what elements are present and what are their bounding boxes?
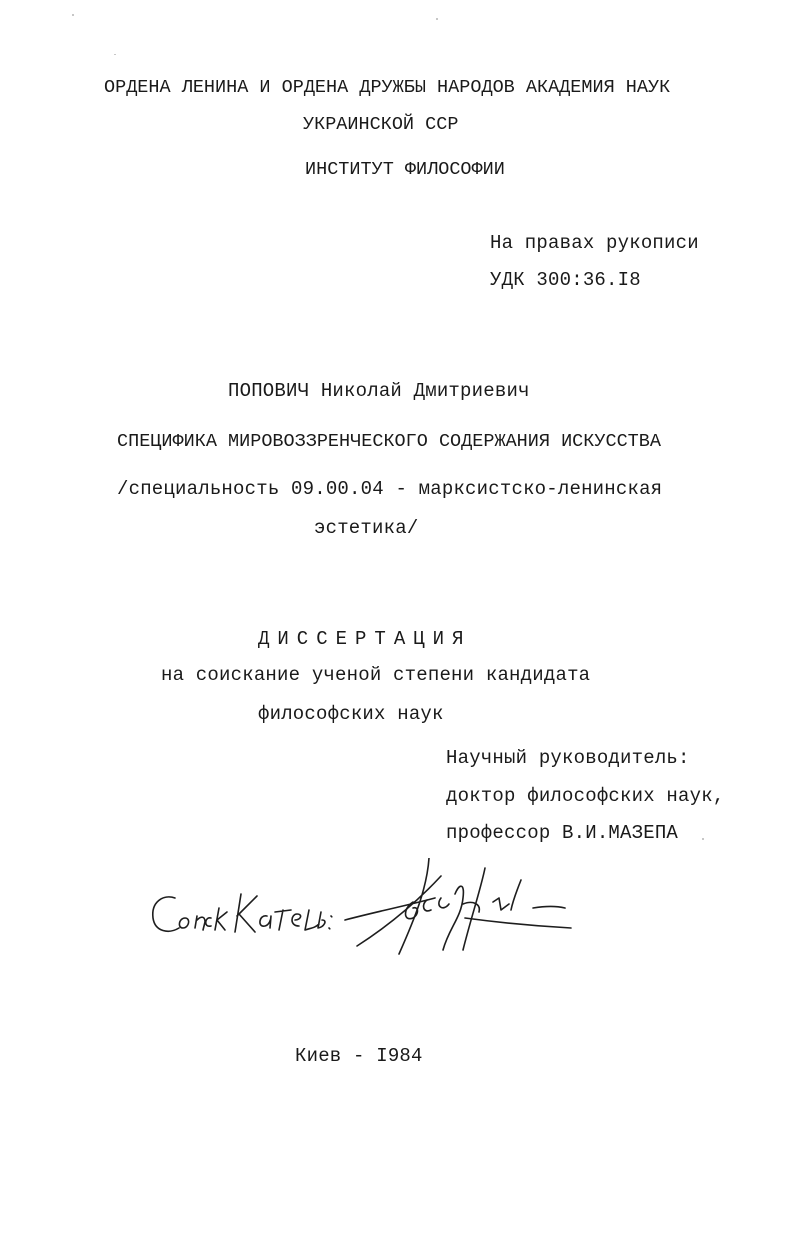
scan-speck [72, 14, 74, 16]
udc-code: УДК 300:36.I8 [490, 269, 641, 291]
signature-stroke [235, 894, 257, 932]
degree-purpose-line-2: философских наук [258, 703, 444, 725]
signature-stroke [329, 916, 332, 929]
signature-stroke [443, 886, 463, 950]
signature-stroke [465, 918, 571, 928]
specialty-line-2: эстетика/ [314, 517, 419, 539]
signature-stroke [406, 898, 450, 919]
signature-stroke [179, 908, 227, 930]
dissertation-heading: ДИССЕРТАЦИЯ [258, 628, 472, 650]
organization-line-2: УКРАИНСКОЙ ССР [303, 114, 459, 135]
supervisor-name: профессор В.И.МАЗЕПА [446, 822, 679, 844]
signature-stroke [493, 880, 565, 910]
institute-name: ИНСТИТУТ ФИЛОСОФИИ [305, 159, 505, 180]
specialty-line-1: /специальность 09.00.04 - марксистско-ленинская [117, 478, 663, 500]
scan-speck [702, 838, 704, 840]
signature-stroke [463, 868, 485, 950]
signature-stroke [260, 910, 325, 930]
signature-stroke [153, 897, 179, 931]
author-name: ПОПОВИЧ Николай Дмитриевич [228, 380, 530, 402]
dissertation-title: СПЕЦИФИКА МИРОВОЗЗРЕНЧЕСКОГО СОДЕРЖАНИЯ ИСКУССТВА [117, 431, 661, 452]
organization-line-1: ОРДЕНА ЛЕНИНА И ОРДЕНА ДРУЖБЫ НАРОДОВ АКАДЕМИЯ НАУК [104, 77, 671, 98]
scan-speck [114, 54, 116, 55]
supervisor-label: Научный руководитель: [446, 747, 690, 769]
applicant-signature [145, 858, 585, 968]
degree-purpose-line-1: на соискание ученой степени кандидата [161, 664, 591, 686]
supervisor-degree: доктор философских наук, [446, 785, 725, 807]
place-and-year: Киев - I984 [295, 1045, 423, 1067]
signature-stroke [345, 858, 441, 954]
scan-speck [436, 18, 438, 20]
manuscript-rights: На правах рукописи [490, 232, 699, 254]
